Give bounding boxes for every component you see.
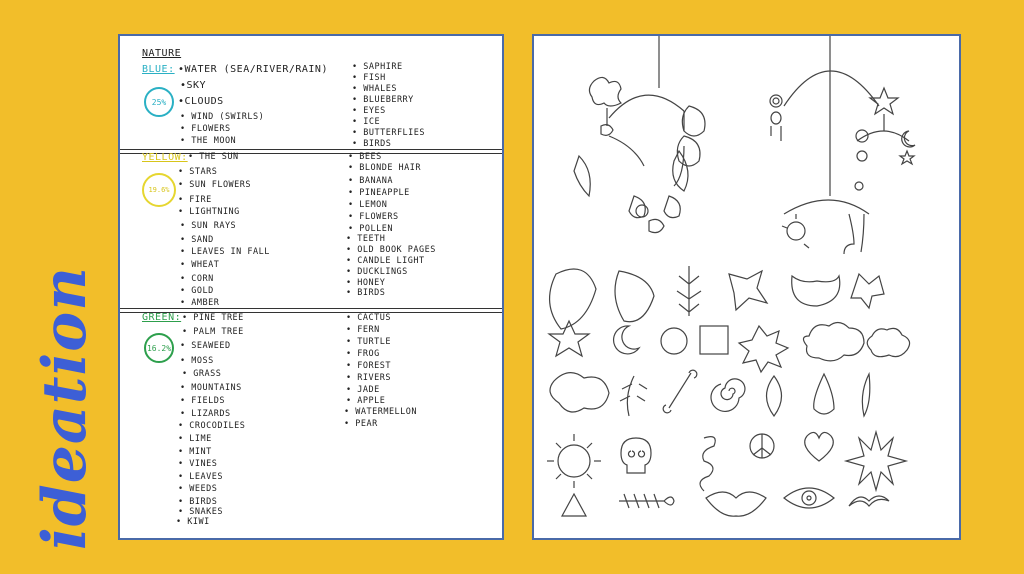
- bird-icon: [851, 274, 884, 308]
- list-item: • FLOWERS: [180, 124, 231, 134]
- list-item: • JADE: [346, 385, 380, 395]
- list-item: • BANANA: [348, 176, 393, 186]
- side-title: ideation: [30, 266, 100, 550]
- cloud-icon: [550, 373, 609, 412]
- list-item: • TURTLE: [346, 337, 391, 347]
- list-item: • SNAKES: [178, 507, 223, 517]
- list-item: • BLONDE HAIR: [348, 163, 422, 173]
- notes-heading: NATURE: [142, 48, 182, 59]
- list-item: • WHEAT: [180, 260, 220, 270]
- cloud-icon: [867, 328, 909, 356]
- list-item: • FISH: [352, 73, 386, 83]
- circle-icon: [661, 328, 687, 354]
- list-item: • TEETH: [346, 234, 386, 244]
- list-item: • PINEAPPLE: [348, 188, 410, 198]
- list-item: • SAPHIRE: [352, 62, 403, 72]
- list-item: • CORN: [180, 274, 214, 284]
- list-item: • BIRDS: [178, 497, 218, 507]
- section-divider: [120, 149, 502, 150]
- leaf-icon: [550, 269, 596, 329]
- list-item: • SUN RAYS: [180, 221, 237, 231]
- bone-icon: [663, 370, 697, 413]
- list-item: • SEAWEED: [180, 341, 231, 351]
- list-item: • LEMON: [348, 200, 388, 210]
- sketch-panel: [532, 34, 961, 540]
- list-item: • BLUEBERRY: [352, 95, 414, 105]
- list-item: • MINT: [178, 447, 212, 457]
- list-item: • BIRDS: [352, 139, 392, 149]
- list-item: • CACTUS: [346, 313, 391, 323]
- list-item: • FIRE: [178, 195, 212, 205]
- list-item: • LIGHTNING: [178, 207, 240, 217]
- list-item: • LIME: [178, 434, 212, 444]
- list-item: • PINE TREE: [182, 313, 244, 323]
- list-item: • VINES: [178, 459, 218, 469]
- list-item: • BUTTERFLIES: [352, 128, 426, 138]
- list-item: • STARS: [178, 167, 218, 177]
- heart-icon: [805, 432, 834, 461]
- sketch-drawing: [534, 36, 961, 540]
- list-item: • KIWI: [176, 517, 210, 527]
- square-icon: [700, 326, 728, 354]
- list-item: • CROCODILES: [178, 421, 246, 431]
- list-item: • DUCKLINGS: [346, 267, 408, 277]
- cloud-icon: [803, 322, 864, 360]
- section-name-green: GREEN:: [142, 312, 182, 323]
- list-item: • ICE: [352, 117, 381, 127]
- drop-icon: [814, 374, 834, 414]
- drop-icon: [862, 374, 869, 416]
- list-item: • LEAVES: [178, 472, 223, 482]
- list-item: • LIZARDS: [180, 409, 231, 419]
- fern-icon: [620, 376, 647, 416]
- flower-icon: [846, 432, 906, 490]
- list-item: • MOSS: [180, 356, 214, 366]
- list-item: • POLLEN: [348, 224, 393, 234]
- skull-icon: [621, 438, 651, 473]
- leaf-icon: [615, 271, 654, 322]
- sun-icon: [547, 434, 601, 488]
- percent-badge-green: 16.2%: [144, 333, 174, 363]
- bowl-icon: [792, 276, 840, 306]
- section-name-yellow: YELLOW:: [142, 152, 188, 163]
- list-item: • THE SUN: [188, 152, 239, 162]
- list-item: • SAND: [180, 235, 214, 245]
- list-item: • FOREST: [346, 361, 391, 371]
- leaf-icon: [767, 376, 782, 416]
- section-divider: [120, 308, 502, 309]
- list-item: • CANDLE LIGHT: [346, 256, 425, 266]
- list-item: • PALM TREE: [182, 327, 244, 337]
- moon-icon: [614, 326, 639, 354]
- list-item: • OLD BOOK PAGES: [346, 245, 436, 255]
- list-item: • FERN: [346, 325, 380, 335]
- list-item: • BIRDS: [346, 288, 386, 298]
- list-item: • WHALES: [352, 84, 397, 94]
- section-name-blue: BLUE:: [142, 64, 175, 75]
- notes-panel: [118, 34, 504, 540]
- list-item: •CLOUDS: [178, 96, 224, 107]
- list-item: • LEAVES IN FALL: [180, 247, 270, 257]
- fern-icon: [677, 266, 701, 316]
- list-item: • GRASS: [182, 369, 222, 379]
- percent-badge-yellow: 19.6%: [142, 173, 176, 207]
- list-item: • GOLD: [180, 286, 214, 296]
- percent-badge-blue: 25%: [144, 87, 174, 117]
- list-item: • RIVERS: [346, 373, 391, 383]
- mobile-hanging-icon: [574, 36, 705, 233]
- list-item: • THE MOON: [180, 136, 237, 146]
- list-item: •SKY: [180, 80, 207, 91]
- list-item: •WATER (SEA/RIVER/RAIN): [178, 64, 328, 75]
- splat-icon: [739, 326, 788, 372]
- list-item: • MOUNTAINS: [180, 383, 242, 393]
- peace-icon: [750, 434, 774, 458]
- list-item: • WIND (SWIRLS): [180, 112, 265, 122]
- list-item: • FLOWERS: [348, 212, 399, 222]
- mobile-hanging-icon: [770, 36, 915, 254]
- triangle-icon: [562, 494, 586, 516]
- star-icon: [729, 271, 767, 310]
- list-item: • FIELDS: [180, 396, 225, 406]
- list-item: • EYES: [352, 106, 386, 116]
- list-item: • APPLE: [346, 396, 386, 406]
- list-item: • SUN FLOWERS: [178, 180, 252, 190]
- spiral-icon: [711, 379, 745, 412]
- list-item: • FROG: [346, 349, 380, 359]
- list-item: • WEEDS: [178, 484, 218, 494]
- list-item: • HONEY: [346, 278, 386, 288]
- eye-icon: [784, 488, 834, 508]
- list-item: • WATERMELLON: [344, 407, 418, 417]
- list-item: • BEES: [348, 152, 382, 162]
- fish-bone-icon: [619, 494, 674, 508]
- bird-icon: [849, 496, 889, 506]
- list-item: • AMBER: [180, 298, 220, 308]
- lips-icon: [706, 492, 766, 516]
- list-item: • PEAR: [344, 419, 378, 429]
- snake-icon: [700, 437, 715, 491]
